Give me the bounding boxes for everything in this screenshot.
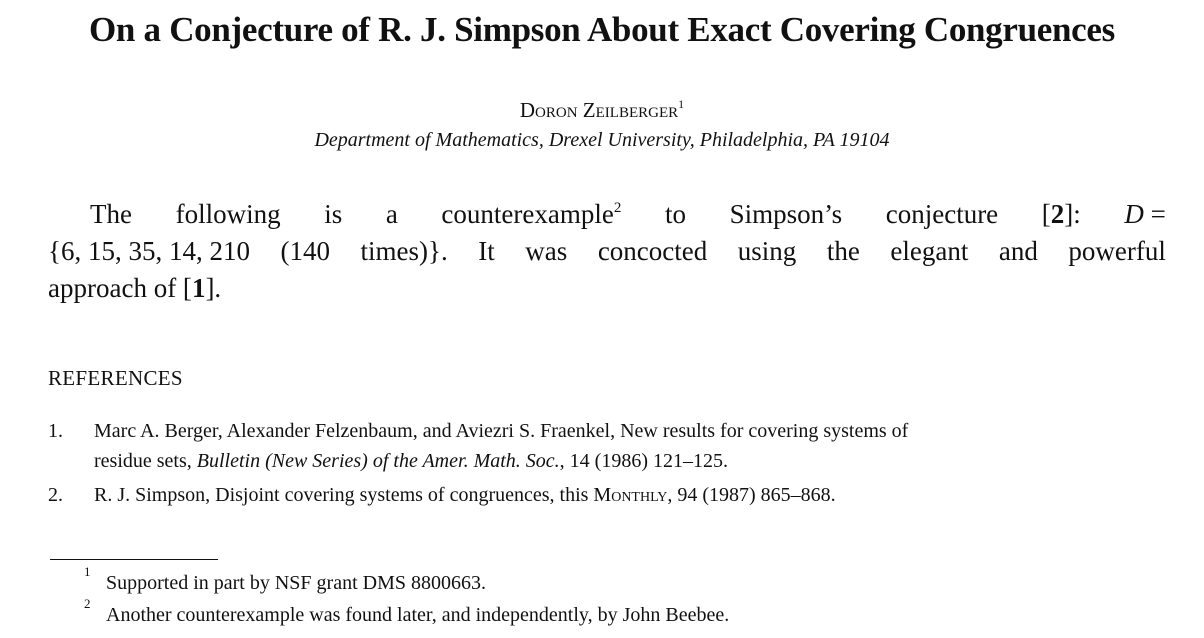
footnote-mark: 1 [84,564,91,579]
abstract-word: elegant [890,236,969,266]
abstract-word: Simpson’s [729,199,843,229]
abstract-word: The [90,199,132,229]
abstract-word: concocted [597,236,708,266]
math-variable: D [1124,199,1144,229]
reference-text-continued [94,450,728,473]
abstract-word: (140 [280,236,330,266]
abstract-word: It [478,236,495,266]
abstract-line-3 [48,270,1166,307]
reference-text: Marc A. Berger, Alexander Felzenbaum, and Aviezri S. Fraenkel, New results for covering systems of [94,420,909,442]
reference-number: 1. [48,420,63,442]
affiliation: Department of Mathematics, Drexel University, Philadelphia, PA 19104 [314,129,890,151]
reference-text: , 14 (1986) 121–125. [559,450,728,472]
abstract-word: the [826,236,860,266]
abstract-text: ]. [205,273,222,303]
reference-text [94,484,836,507]
author-line [0,98,1204,123]
footnote-mark: 2 [84,596,91,611]
abstract-word: was [525,236,568,266]
abstract-word: counterexample [441,199,614,229]
citation-bracket: [ [1041,199,1051,229]
citation-1[interactable]: 1 [191,273,206,303]
abstract-line-1 [48,196,1166,233]
reference-number: 2. [48,484,63,506]
footnote-text: Supported in part by NSF grant DMS 8800663. [106,572,486,594]
abstract-word-with-footnote [441,196,621,233]
reference-journal: Bulletin (New Series) of the Amer. Math. Soc. [196,450,560,472]
abstract-paragraph [48,196,1166,307]
abstract-word: using [737,236,797,266]
references-heading: REFERENCES [48,366,183,390]
abstract-word: and [998,236,1038,266]
reference-text: R. J. Simpson, Disjoint covering systems of congruences, this [94,484,594,506]
footnote-mark-2[interactable]: 2 [613,200,622,216]
abstract-word: a [385,199,398,229]
math-d-equals [1124,196,1165,233]
footnote-rule [50,559,218,560]
abstract-word: to [664,199,686,229]
abstract-word: times)}. [360,236,448,266]
citation-2[interactable] [1042,196,1081,233]
author-footnote-mark[interactable]: 1 [678,97,685,111]
reference-text: , 94 (1987) 865–868. [667,484,836,506]
math-operator: = [1150,199,1166,229]
paper-title: On a Conjecture of R. J. Simpson About Exact Covering Congruences [89,10,1115,49]
math-set: {6, 15, 35, 14, 210 [48,236,250,266]
reference-journal: Monthly [593,484,668,506]
footnote-text: Another counterexample was found later, and independently, by John Beebee. [106,604,730,626]
citation-number: 2 [1050,199,1065,229]
abstract-word: conjecture [885,199,999,229]
abstract-line-2 [48,233,1166,270]
citation-bracket: ]: [1064,199,1081,229]
abstract-text: approach of [ [48,273,192,303]
reference-text: residue sets, [94,450,197,472]
abstract-word: powerful [1068,236,1166,266]
abstract-word: is [324,199,343,229]
author-name: Doron Zeilberger [519,98,679,122]
abstract-word: following [175,199,281,229]
